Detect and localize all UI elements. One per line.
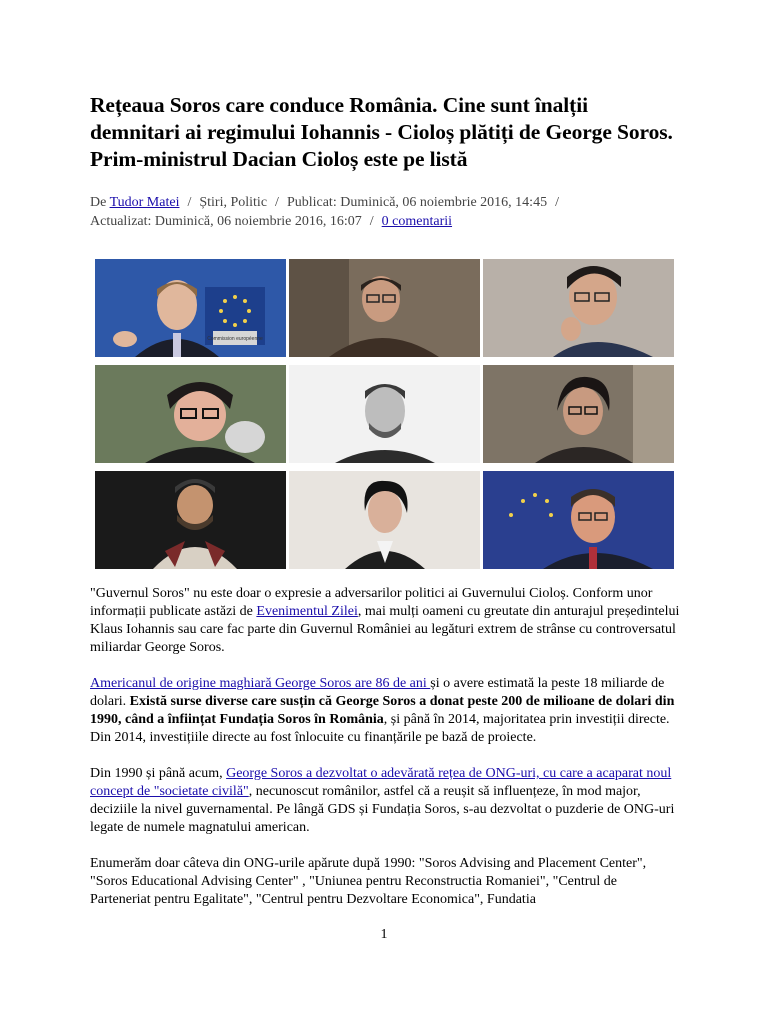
meta-separator: / [275, 195, 279, 210]
paragraph-1 [90, 585, 680, 657]
paragraph-text: și o avere estimată la peste 18 miliarde de dolari. [90, 676, 665, 709]
portrait-photo-1 [95, 259, 286, 357]
meta-separator: / [555, 195, 559, 210]
evenimentul-zilei-link[interactable]: Evenimentul Zilei [256, 604, 358, 619]
byline-prefix: De [90, 195, 107, 210]
portrait-photo-6 [483, 365, 674, 463]
soros-age-link[interactable]: Americanul de origine maghiară George Soros are 86 de ani [90, 676, 431, 691]
paragraph-text: , mai mulți oameni cu greutate din anturajul președintelui Klaus Iohannis sau care fac parte din Guvernul României au legături extrem de strânse cu controversatul miliardar George Soros. [90, 604, 680, 655]
paragraph-2 [90, 675, 680, 747]
meta-separator: / [369, 214, 374, 229]
author-link[interactable]: Tudor Matei [109, 195, 180, 210]
paragraph-text: "Guvernul Soros" nu este doar o expresie a adversarilor politici ai Guvernului Cioloș. Conform unor informații publicate astăzi de [90, 586, 653, 619]
portrait-photo-5 [289, 365, 480, 463]
comments-link[interactable]: 0 comentarii [381, 214, 453, 229]
paragraph-text: , și până în 2014, majoritatea prin investiții directe. Din 2014, investițiile directe au fost înlocuite cu finanțările pe bază de proiecte. [90, 712, 670, 745]
paragraph-bold-text: Există surse diverse care susțin că George Soros a donat peste 200 de milioane de dolari din 1990, când a înființat Fundația Soros în România [90, 694, 675, 727]
page-number: 1 [380, 927, 388, 942]
meta-separator: / [187, 195, 192, 210]
paragraph-3 [90, 765, 680, 837]
portrait-image-grid [95, 259, 674, 573]
updated-date: Actualizat: Duminică, 06 noiembrie 2016, 16:07 [90, 214, 362, 229]
paragraph-text: Din 1990 și până acum, [90, 766, 227, 781]
paragraph-text: Enumerăm doar câteva din ONG-urile apărute după 1990: "Soros Advising and Placement Center", "Soros Educational Advising Center" , "Uniunea pentru Reconstructia Romaniei", "Centrul de Parteneriat pentru Egalitate", "Centrul pentru Dezvoltare Economica", Fundatia [90, 856, 647, 907]
portrait-photo-9 [483, 471, 674, 569]
portrait-photo-3 [483, 259, 674, 357]
published-date: Publicat: Duminică, 06 noiembrie 2016, 14:45 [286, 195, 548, 210]
document-page [90, 92, 680, 909]
article-title: Rețeaua Soros care conduce România. Cine sunt înalții demnitari ai regimului Iohannis - Cioloș plătiți de George Soros. Prim-ministrul Dacian Cioloș este pe listă [90, 93, 673, 171]
photo-caption-text: Commission européenne [207, 336, 263, 342]
portrait-photo-4 [95, 365, 286, 463]
portrait-photo-2 [289, 259, 480, 357]
paragraph-text: , necunoscut românilor, astfel că a reușit să influențeze, în mod major, deciziile la nivel guvernamental. Pe lângă GDS și Fundația Soros, s-au dezvoltat o puzderie de ONG-uri legate de numele magnatului american. [90, 784, 675, 835]
article-meta [90, 193, 680, 231]
article-categories: Știri, Politic [199, 195, 268, 210]
ong-network-link[interactable]: George Soros a dezvoltat o adevărată rețea de ONG-uri, cu care a acaparat noul concept de "societate civilă" [90, 766, 672, 799]
portrait-photo-7 [95, 471, 286, 569]
portrait-photo-8 [289, 471, 480, 569]
paragraph-4 [90, 855, 680, 909]
